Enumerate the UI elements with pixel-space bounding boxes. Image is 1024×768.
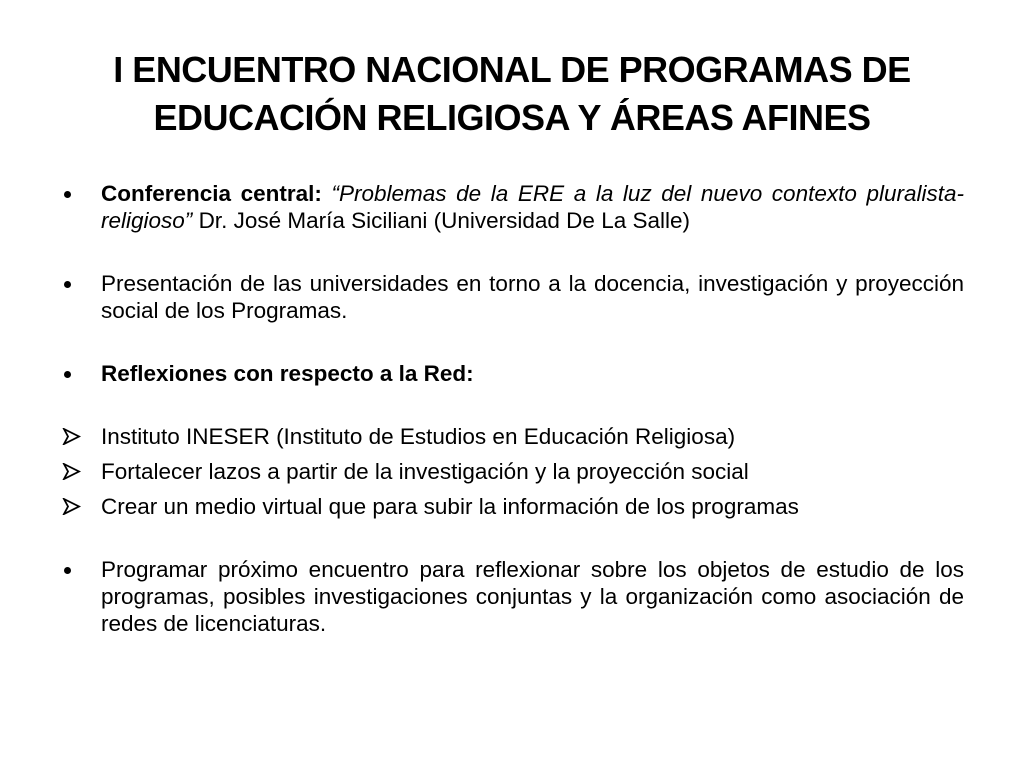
arrow-item-crear [62,493,964,520]
reflexiones-heading: Reflexiones con respecto a la Red: [101,361,474,386]
fortalecer-text: Fortalecer lazos a partir de la investigación y la proyección social [101,459,749,484]
title-line-2: EDUCACIÓN RELIGIOSA Y ÁREAS AFINES [153,97,871,138]
bullet-item-reflexiones [62,360,964,387]
arrow-bullet-icon [62,423,86,450]
bullet-icon [62,270,86,297]
crear-text: Crear un medio virtual que para subir la información de los programas [101,494,799,519]
arrow-bullet-icon [62,493,86,520]
title-line-1: I ENCUENTRO NACIONAL DE PROGRAMAS DE [113,49,911,90]
bullet-item-presentacion [62,270,964,324]
bullet-icon [62,360,86,387]
ineser-text: Instituto INESER (Instituto de Estudios en Educación Religiosa) [101,424,736,449]
bullet-icon [62,556,86,583]
conferencia-speaker: Dr. José María Siciliani (Universidad De La Salle) [198,208,691,233]
programar-text: Programar próximo encuentro para reflexionar sobre los objetos de estudio de los programas, posibles investigaciones conjuntas y la organización como asociación de redes de licenciaturas. [101,557,964,636]
bullet-item-programar [62,556,964,637]
conferencia-title: “Problemas de la ERE a la luz del nuevo contexto pluralista-religioso” [101,181,964,233]
arrow-bullet-icon [62,458,86,485]
bullet-item-conferencia [62,180,964,234]
arrow-item-ineser [62,423,964,450]
presentacion-text: Presentación de las universidades en torno a la docencia, investigación y proyección social de los Programas. [101,271,964,323]
slide-title [60,46,964,142]
slide-content [62,180,964,637]
arrow-item-fortalecer [62,458,964,485]
conferencia-label: Conferencia central: [101,181,322,206]
bullet-icon [62,180,86,207]
